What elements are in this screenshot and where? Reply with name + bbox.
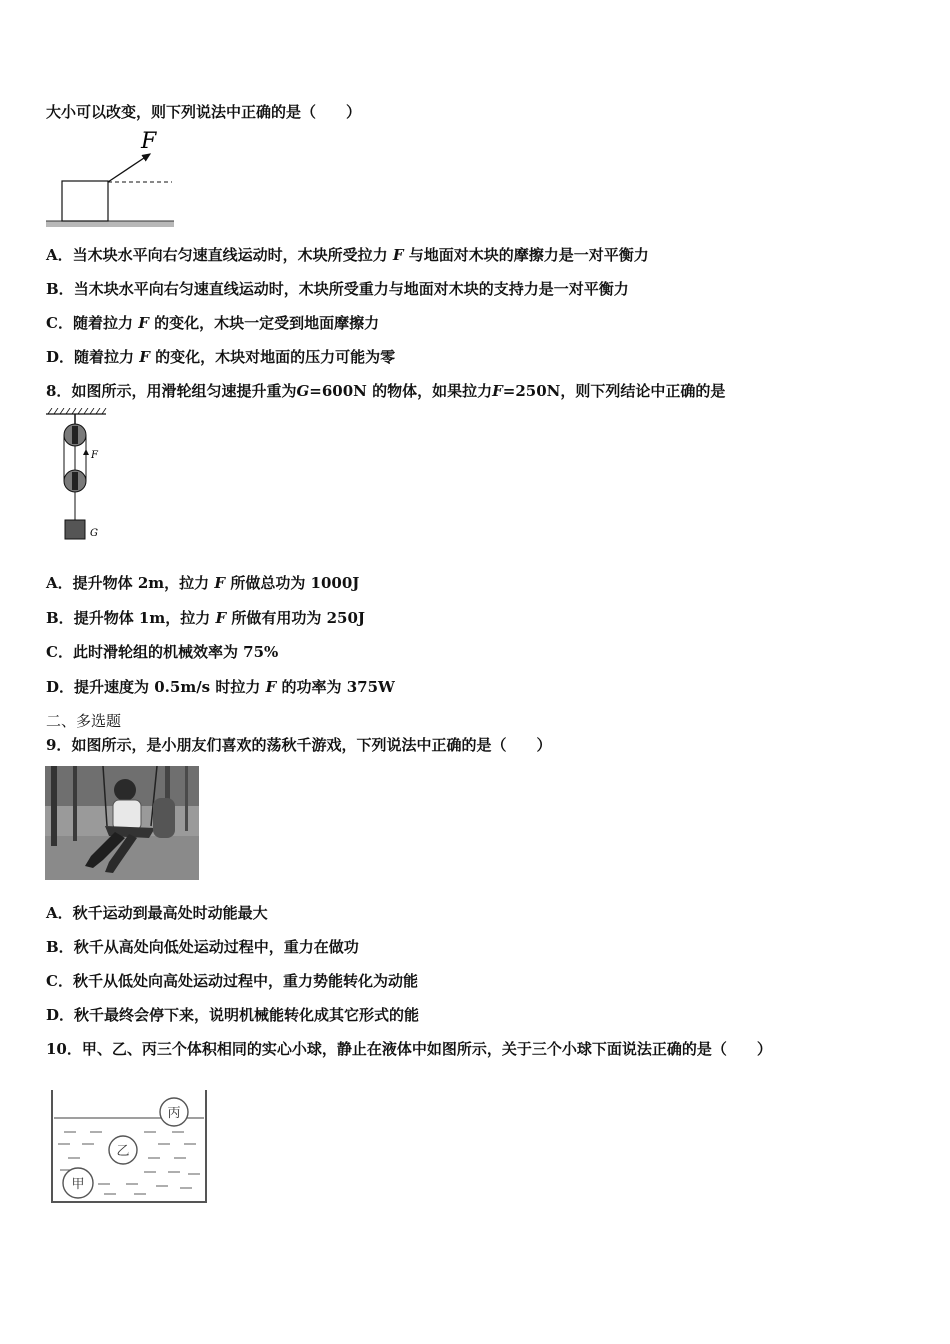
q8-pulley-figure bbox=[44, 408, 124, 548]
wood-block bbox=[62, 181, 108, 221]
q7-stem bbox=[46, 102, 361, 122]
section-title: 二、多选题 bbox=[46, 712, 122, 730]
q8-option-d[interactable]: D．提升速度为 0.5m/s 时拉力 F 的功率为 375W bbox=[46, 678, 395, 696]
q9-stem: 9．如图所示，是小朋友们喜欢的荡秋千游戏，下列说法中正确的是（ ） bbox=[46, 736, 552, 754]
q7-option-a[interactable]: A．当木块水平向右匀速直线运动时，木块所受拉力 F 与地面对木块的摩擦力是一对平衡力 bbox=[46, 246, 649, 264]
weight-block bbox=[65, 520, 85, 539]
q10-stem: 10．甲、乙、丙三个体积相同的实心小球，静止在液体中如图所示，关于三个小球下面说法正确的是（ ） bbox=[46, 1040, 772, 1058]
pull-arrow bbox=[83, 449, 89, 455]
q7-option-d[interactable]: D．随着拉力 F 的变化，木块对地面的压力可能为零 bbox=[46, 348, 396, 366]
ball-yi-label: 乙 bbox=[116, 1144, 130, 1159]
q9-option-d[interactable]: D．秋千最终会停下来，说明机械能转化成其它形式的能 bbox=[46, 1006, 420, 1024]
q10-liquid-figure bbox=[48, 1088, 210, 1206]
child-body bbox=[113, 800, 141, 830]
pull-force-label: F bbox=[91, 450, 98, 461]
q9-option-c[interactable]: C．秋千从低处向高处运动过程中，重力势能转化为动能 bbox=[46, 972, 418, 990]
q8-option-a[interactable]: A．提升物体 2m，拉力 F 所做总功为 1000J bbox=[46, 574, 360, 592]
force-label: F bbox=[141, 129, 157, 154]
q9-option-a[interactable]: A．秋千运动到最高处时动能最大 bbox=[46, 904, 268, 922]
q7-stem-text: 大小可以改变，则下列说法中正确的是（ ） bbox=[46, 103, 362, 121]
q8-option-c[interactable]: C．此时滑轮组的机械效率为 75% bbox=[46, 643, 279, 661]
child-head bbox=[114, 779, 136, 801]
q8-stem: 8．如图所示，用滑轮组匀速提升重为G=600N 的物体，如果拉力F=250N，则下列结论中正确的是 bbox=[46, 382, 726, 400]
q9-option-b[interactable]: B．秋千从高处向低处运动过程中，重力在做功 bbox=[46, 938, 359, 956]
q7-option-c[interactable]: C．随着拉力 F 的变化，木块一定受到地面摩擦力 bbox=[46, 314, 380, 332]
ball-bing-label: 丙 bbox=[167, 1106, 181, 1121]
q7-block-figure bbox=[44, 128, 179, 230]
ground bbox=[46, 221, 174, 227]
force-arrow bbox=[108, 154, 150, 182]
q8-option-b[interactable]: B．提升物体 1m，拉力 F 所做有用功为 250J bbox=[46, 609, 365, 627]
q7-option-b[interactable]: B．当木块水平向右匀速直线运动时，木块所受重力与地面对木块的支持力是一对平衡力 bbox=[46, 280, 629, 298]
weight-label: G bbox=[90, 528, 98, 539]
q9-swing-photo bbox=[45, 766, 199, 880]
ball-jia-label: 甲 bbox=[71, 1177, 85, 1192]
